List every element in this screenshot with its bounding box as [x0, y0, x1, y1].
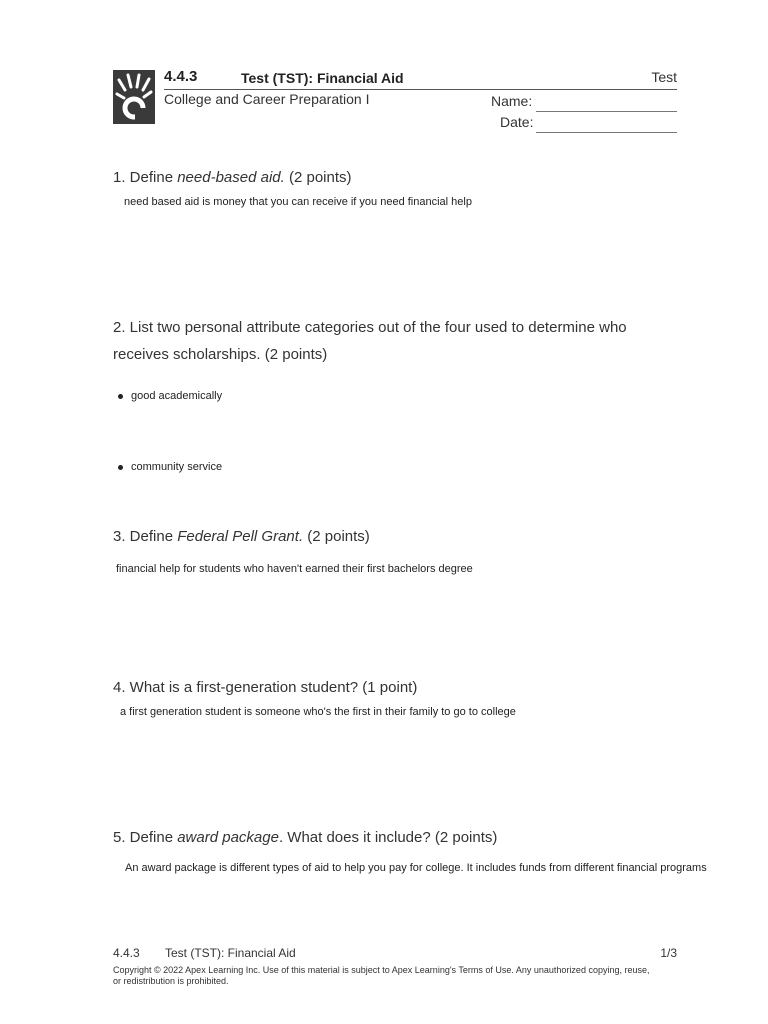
question-3-number: 3. Define: [113, 528, 178, 545]
apex-learning-logo-icon: [113, 70, 155, 124]
answer-2a-item[interactable]: [118, 390, 222, 402]
question-2: 2. List two personal attribute categories out of the four used to determine who receives scholarships. (2 points): [113, 319, 627, 363]
question-1-points: (2 points): [284, 169, 352, 186]
question-1-term: need-based aid.: [177, 169, 285, 186]
date-label: Date:: [500, 114, 534, 130]
answer-2b-item[interactable]: [118, 461, 222, 473]
answer-5[interactable]: An award package is different types of aid to help you pay for college. It includes funds from different financial programs: [125, 862, 707, 874]
course-name: College and Career Preparation I: [164, 91, 370, 107]
page-title: Test (TST): Financial Aid: [241, 70, 404, 86]
footer-title: Test (TST): Financial Aid: [165, 946, 296, 960]
question-5-points: . What does it include? (2 points): [278, 829, 498, 846]
question-3-term: Federal Pell Grant.: [177, 528, 304, 545]
answer-2b: community service: [131, 461, 223, 473]
bullet-icon: [118, 465, 123, 470]
copyright-notice: Copyright © 2022 Apex Learning Inc. Use of this material is subject to Apex Learning's Terms of Use. Any unauthorized copying, reuse, or redistribution is prohibited.: [113, 965, 650, 986]
question-3-points: (2 points): [303, 528, 370, 545]
question-1-number: 1. Define: [113, 169, 178, 186]
header-divider: [164, 89, 677, 90]
question-5-term: award package: [177, 829, 279, 846]
bullet-icon: [118, 394, 123, 399]
footer-section-number: 4.4.3: [113, 946, 140, 960]
answer-4[interactable]: a first generation student is someone who's the first in their family to go to college: [120, 706, 516, 718]
answer-1[interactable]: need based aid is money that you can receive if you need financial help: [124, 196, 472, 208]
question-4: 4. What is a first-generation student? (1 point): [113, 679, 418, 696]
question-5-number: 5. Define: [113, 829, 178, 846]
answer-2a: good academically: [131, 390, 223, 402]
date-field[interactable]: [536, 132, 677, 133]
page-number: 1/3: [660, 946, 677, 960]
name-field[interactable]: [536, 111, 677, 112]
assessment-type-label: Test: [651, 69, 677, 85]
question-3: [113, 523, 673, 550]
name-label: Name:: [491, 93, 533, 109]
answer-3[interactable]: financial help for students who haven't earned their first bachelors degree: [116, 563, 473, 575]
question-5: [113, 824, 673, 851]
section-number: 4.4.3: [164, 68, 198, 85]
question-1: [113, 164, 673, 191]
